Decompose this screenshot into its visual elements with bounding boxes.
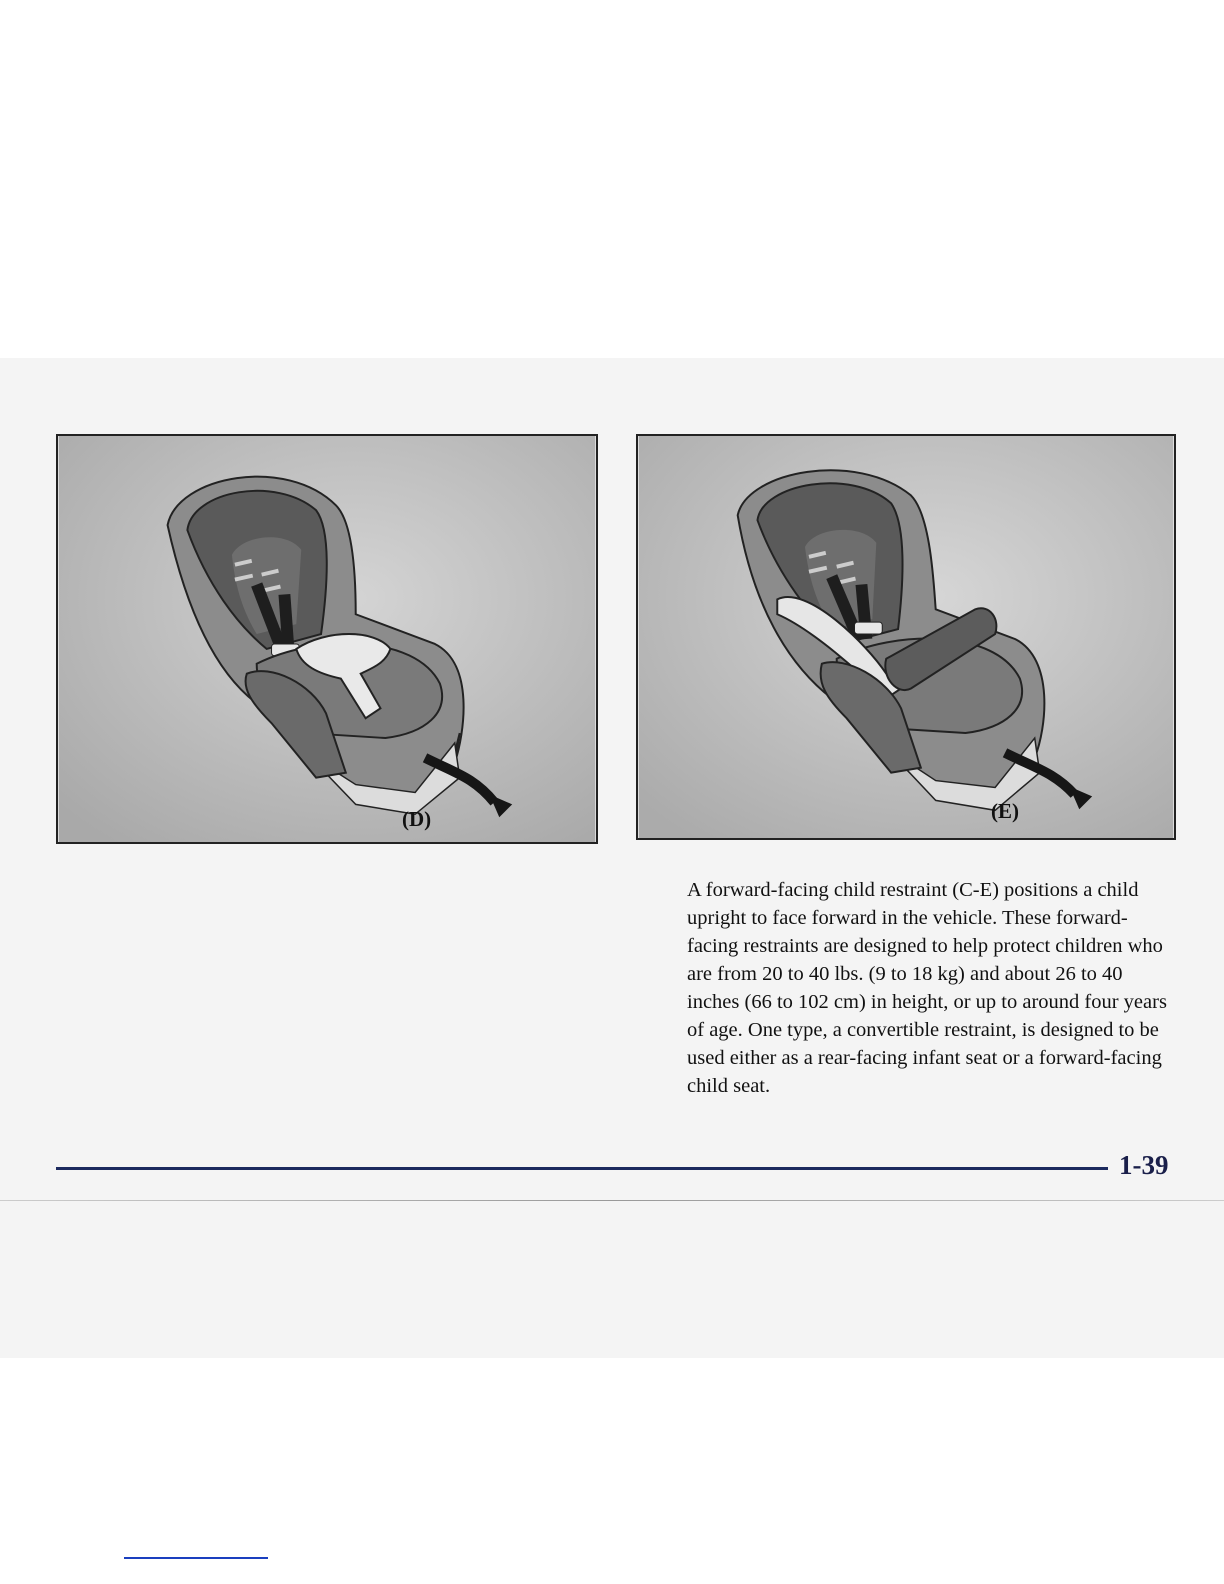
page-edge-divider [0,1200,1224,1201]
child-seat-tray-shield-icon [638,436,1174,838]
page-number: 1-39 [1119,1150,1169,1180]
footer-rule [56,1167,1108,1170]
child-seat-t-shield-icon [58,436,596,842]
figure-label-e: (E) [991,799,1019,823]
figure-e [636,434,1176,840]
figure-d [56,434,598,844]
forward-facing-restraint-paragraph: A forward-facing child restraint (C-E) positions a child upright to face forward in the vehicle. These forward-facing restraints are designed to help protect children who are from 20 to 40 lbs. (9 to 18 kg) and about 26 to 40 inches (66 to 102 cm) in height, or up to around four years of age. One type, a convertible restraint, is designed to be used either as a rear-facing infant seat or a forward-facing child seat. [687,879,1167,1097]
figure-label-d: (D) [402,807,432,831]
bottom-link-underline [124,1557,268,1559]
